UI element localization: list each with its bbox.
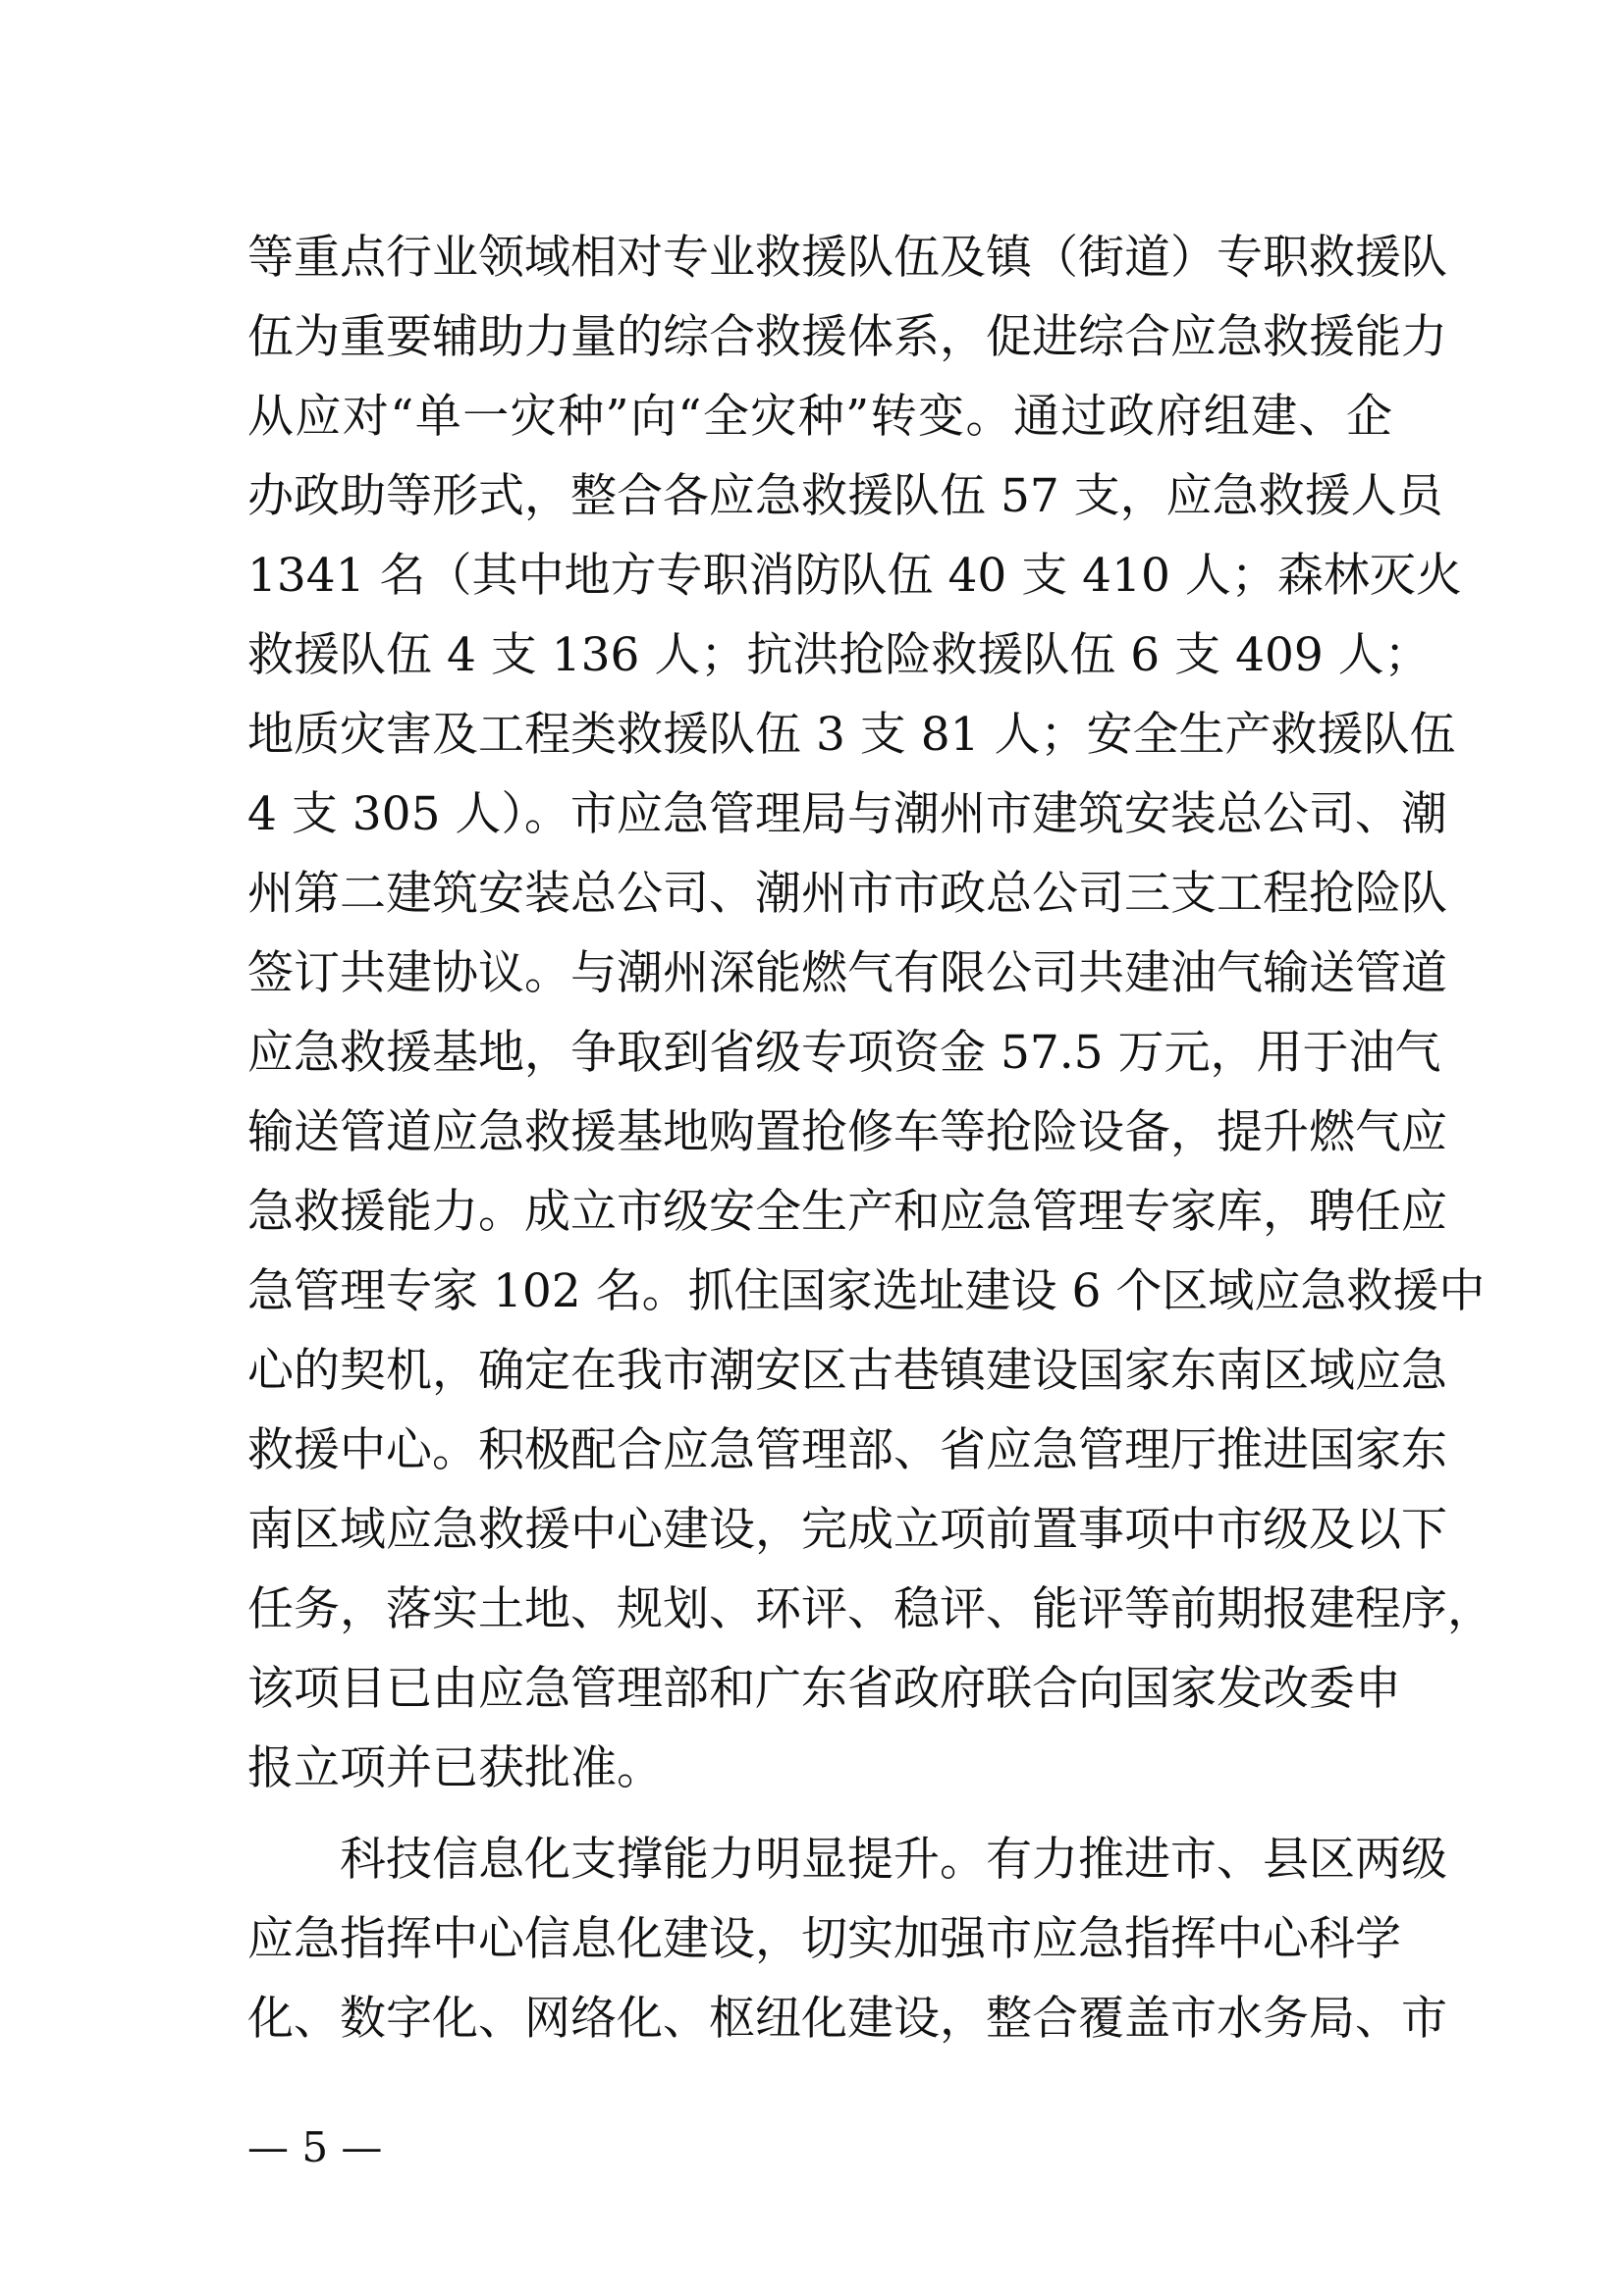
text-line: 急管理专家 102 名。抓住国家选址建设 6 个区域应急救援中 — [247, 1264, 1486, 1318]
text-line: 救援中心。积极配合应急管理部、省应急管理厅推进国家东 — [247, 1423, 1447, 1477]
text-line: 科技信息化支撑能力明显提升。有力推进市、县区两级 — [340, 1833, 1447, 1887]
text-line: 地质灾害及工程类救援队伍 3 支 81 人；安全生产救援队伍 — [247, 708, 1456, 762]
body-text — [247, 218, 1493, 2058]
text-line: 伍为重要辅助力量的综合救援体系，促进综合应急救援能力 — [247, 310, 1447, 364]
text-line: 急救援能力。成立市级安全生产和应急管理专家库，聘任应 — [247, 1185, 1447, 1239]
text-line: 州第二建筑安装总公司、潮州市市政总公司三支工程抢险队 — [247, 867, 1447, 921]
text-line: 等重点行业领域相对专业救援队伍及镇（街道）专职救援队 — [247, 231, 1447, 285]
text-line: 输送管道应急救援基地购置抢修车等抢险设备，提升燃气应 — [247, 1105, 1447, 1159]
text-line: 化、数字化、网络化、枢纽化建设，整合覆盖市水务局、市 — [247, 1992, 1447, 2046]
text-line: 4 支 305 人）。市应急管理局与潮州市建筑安装总公司、潮 — [247, 787, 1447, 841]
text-line: 报立项并已获批准。 — [247, 1741, 663, 1795]
text-line: 该项目已由应急管理部和广东省政府联合向国家发改委申 — [247, 1662, 1401, 1716]
text-line: 办政助等形式，整合各应急救援队伍 57 支，应急救援人员 — [247, 469, 1443, 523]
text-line: 任务，落实土地、规划、环评、稳评、能评等前期报建程序， — [247, 1582, 1493, 1636]
text-line: 应急指挥中心信息化建设，切实加强市应急指挥中心科学 — [247, 1912, 1401, 1966]
paragraph-2 — [247, 1820, 1447, 2058]
paragraph-gap — [247, 1808, 1392, 1820]
page-number: — 5 — — [247, 2123, 383, 2171]
text-line: 应急救援基地，争取到省级专项资金 57.5 万元，用于油气 — [247, 1026, 1441, 1080]
text-line: 1341 名（其中地方专职消防队伍 40 支 410 人；森林灭火 — [247, 549, 1462, 603]
text-line: 心的契机，确定在我市潮安区古巷镇建设国家东南区域应急 — [247, 1344, 1447, 1398]
text-line: 从应对“单一灾种”向“全灾种”转变。通过政府组建、企 — [247, 390, 1392, 444]
text-line: 救援队伍 4 支 136 人；抗洪抢险救援队伍 6 支 409 人； — [247, 628, 1431, 682]
paragraph-1 — [247, 218, 1493, 1808]
text-line: 签订共建协议。与潮州深能燃气有限公司共建油气输送管道 — [247, 946, 1447, 1000]
text-line: 南区域应急救援中心建设，完成立项前置事项中市级及以下 — [247, 1503, 1447, 1557]
